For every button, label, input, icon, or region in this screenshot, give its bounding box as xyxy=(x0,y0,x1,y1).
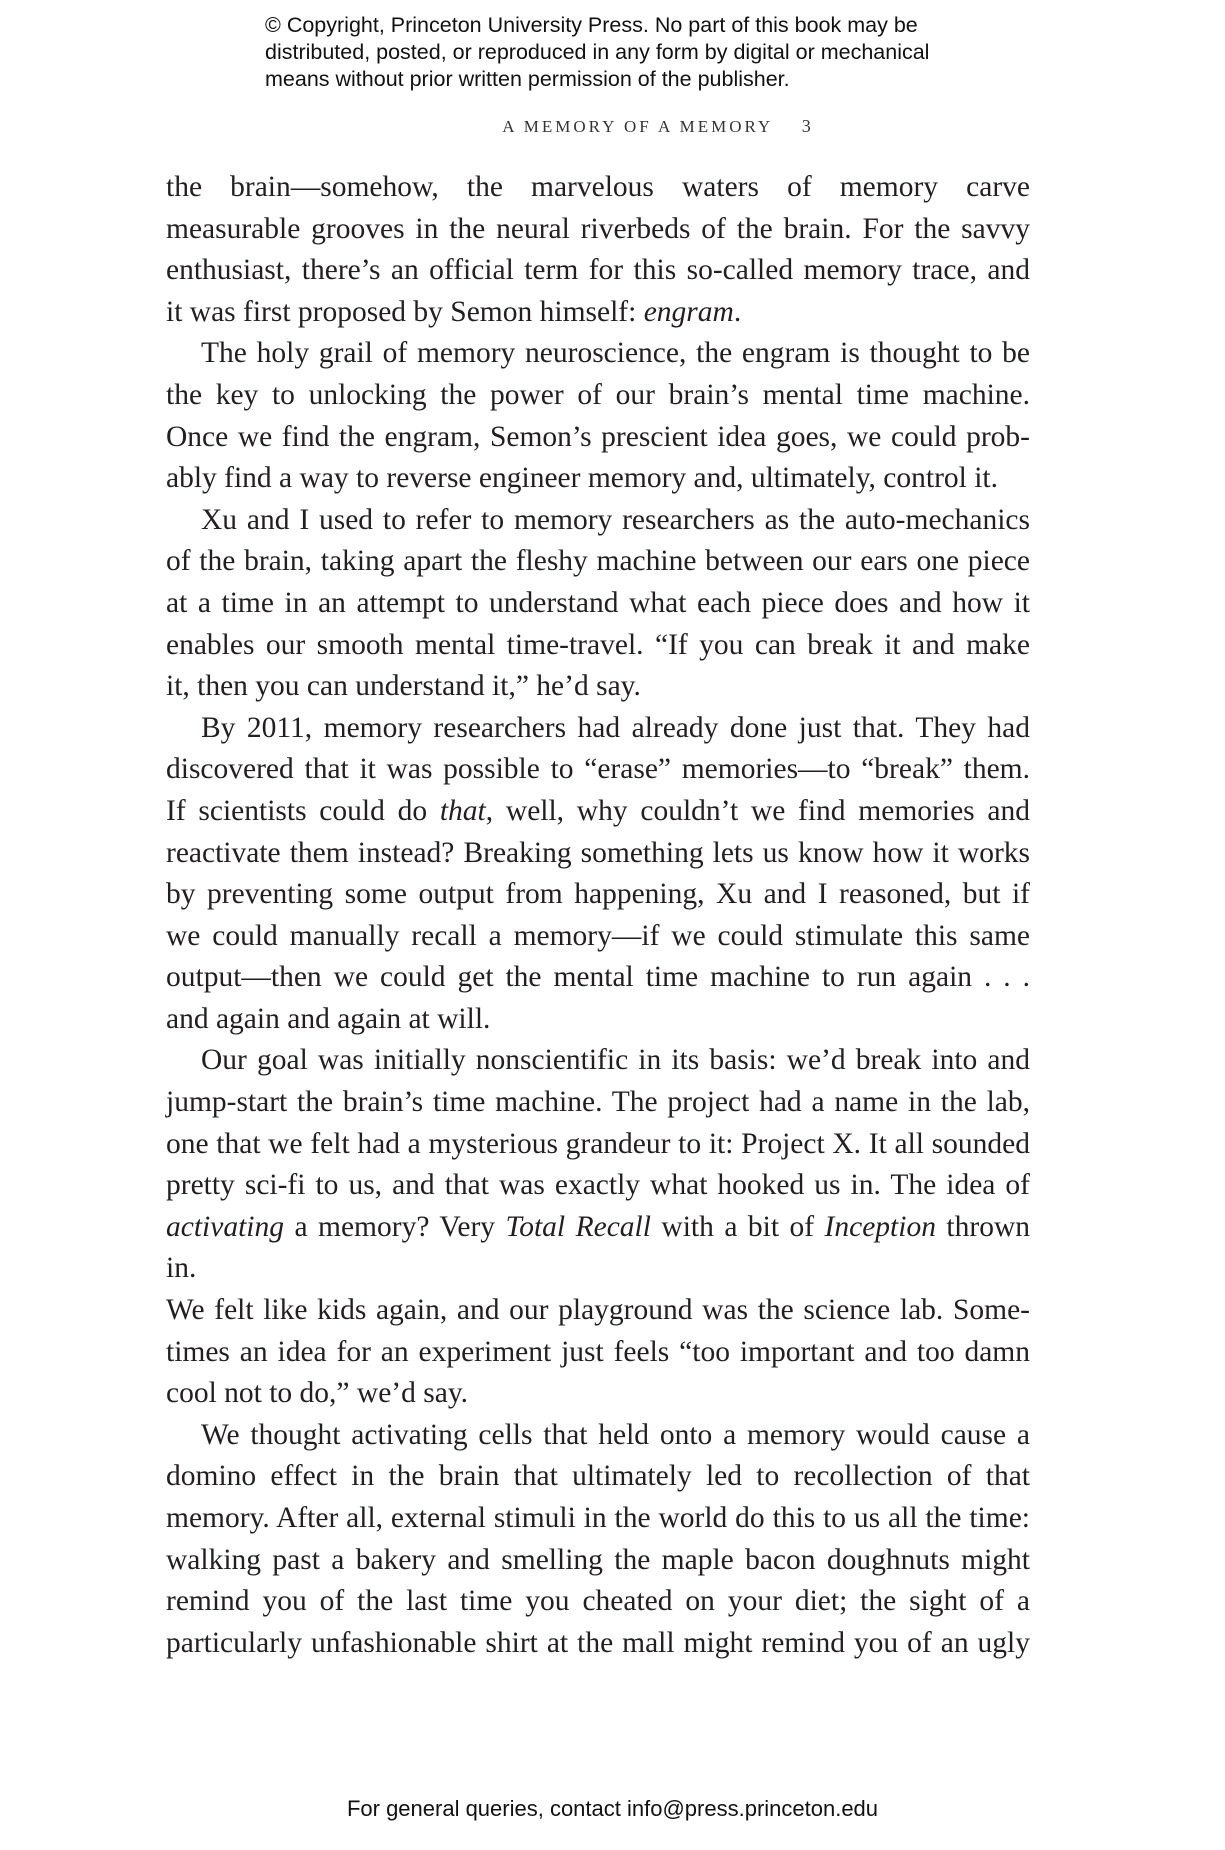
text-span: it was first proposed by Semon himself: xyxy=(166,295,644,328)
text-line: The holy grail of memory neuroscience, the engram is thought to be xyxy=(201,337,1030,370)
italic-title: Total Recall xyxy=(505,1210,651,1243)
text-line: reactivate them instead? Breaking something lets us know how it works xyxy=(166,836,1030,869)
text-line: memory. After all, external stimuli in the world do this to us all the time: xyxy=(166,1502,1030,1534)
text-line xyxy=(166,1207,1030,1290)
text-span: . xyxy=(733,295,742,328)
text-line: discovered that it was possible to “erase” memories—to “break” them. xyxy=(166,753,1030,786)
italic-title: Inception xyxy=(824,1210,936,1243)
text-line xyxy=(166,791,1030,833)
copyright-line: means without prior written permission of the publisher. xyxy=(265,67,790,91)
text-line: pretty sci-fi to us, and that was exactly what hooked us in. The idea of xyxy=(166,1169,1030,1202)
paragraph xyxy=(166,1040,1030,1414)
text-line: of the brain, taking apart the fleshy machine between our ears one piece xyxy=(166,545,1030,578)
text-line: enables our smooth mental time-travel. “If you can break it and make xyxy=(166,628,1030,661)
text-line xyxy=(166,292,1030,334)
text-span: thrown in. xyxy=(166,1210,1030,1285)
running-head xyxy=(0,116,1225,137)
text-line: at a time in an attempt to understand what each piece does and how it xyxy=(166,586,1030,619)
paragraph xyxy=(166,167,1030,333)
italic-term: activating xyxy=(166,1210,284,1243)
text-span: , well, why couldn’t we find memories and xyxy=(485,794,1030,827)
text-line: times an idea for an experiment just feels “too important and too damn xyxy=(166,1335,1030,1368)
text-line: one that we felt had a mysterious grandeur to it: Project X. It all sounded xyxy=(166,1127,1030,1160)
text-line: by preventing some output from happening, Xu and I reasoned, but if xyxy=(166,878,1030,911)
text-line: output—then we could get the mental time machine to run again . . . xyxy=(166,961,1030,994)
text-line: it, then you can understand it,” he’d say. xyxy=(166,670,641,703)
italic-term: that xyxy=(439,794,486,827)
text-line: the brain—somehow, the marvelous waters of memory carve xyxy=(166,171,1030,203)
copyright-notice xyxy=(265,12,1025,93)
text-line: domino effect in the brain that ultimately led to recollection of that xyxy=(166,1460,1030,1493)
text-line: and again and again at will. xyxy=(166,1002,491,1035)
text-line: enthusiast, there’s an official term for this so-called memory trace, and xyxy=(166,254,1030,287)
copyright-line: © Copyright, Princeton University Press. No part of this book may be xyxy=(265,13,918,37)
paragraph xyxy=(166,708,1030,1041)
running-head-title: A MEMORY OF A MEMORY xyxy=(502,117,773,136)
text-line: By 2011, memory researchers had already done just that. They had xyxy=(201,711,1030,744)
text-span: If scientists could do xyxy=(166,794,440,827)
paragraph xyxy=(166,333,1030,499)
text-line: the key to unlocking the power of our brain’s mental time machine. xyxy=(166,378,1030,411)
text-line: measurable grooves in the neural riverbeds of the brain. For the savvy xyxy=(166,212,1030,245)
text-line: We thought activating cells that held onto a memory would cause a xyxy=(201,1418,1030,1451)
italic-term: engram xyxy=(643,295,734,328)
text-line: ably find a way to reverse engineer memory and, ultimately, control it. xyxy=(166,462,999,495)
text-span: a memory? Very xyxy=(283,1210,506,1243)
copyright-line: distributed, posted, or reproduced in any form by digital or mechanical xyxy=(265,40,930,64)
text-line: remind you of the last time you cheated on your diet; the sight of a xyxy=(166,1585,1030,1618)
body-text xyxy=(166,167,1030,1664)
text-line: cool not to do,” we’d say. xyxy=(166,1377,469,1410)
text-span: with a bit of xyxy=(650,1210,825,1243)
paragraph xyxy=(166,1415,1030,1665)
text-line: we could manually recall a memory—if we could stimulate this same xyxy=(166,919,1030,952)
footer-contact: For general queries, contact info@press.princeton.edu xyxy=(346,1796,879,1821)
text-line: particularly unfashionable shirt at the mall might remind you of an ugly xyxy=(166,1626,1030,1659)
text-line: jump-start the brain’s time machine. The project had a name in the lab, xyxy=(166,1086,1030,1119)
text-line: We felt like kids again, and our playground was the science lab. Some- xyxy=(166,1294,1030,1327)
text-line: walking past a bakery and smelling the maple bacon doughnuts might xyxy=(166,1543,1030,1576)
paragraph xyxy=(166,500,1030,708)
text-line: Once we find the engram, Semon’s prescient idea goes, we could prob- xyxy=(166,420,1030,453)
text-line: Xu and I used to refer to memory researchers as the auto-mechanics xyxy=(201,503,1030,536)
page-number: 3 xyxy=(801,116,811,136)
text-line: Our goal was initially nonscientific in its basis: we’d break into and xyxy=(201,1044,1030,1077)
